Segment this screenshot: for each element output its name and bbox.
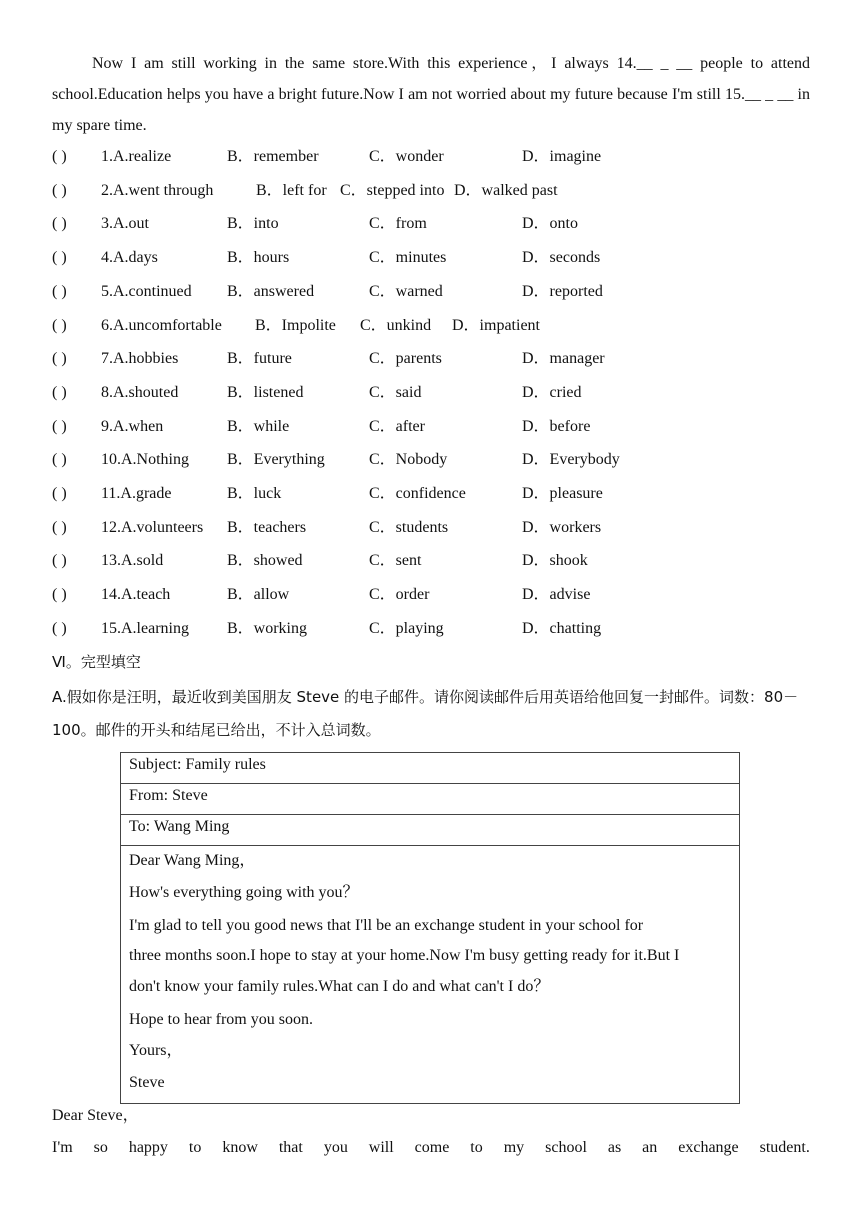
reply-word: school xyxy=(545,1139,587,1156)
option-c: C．playing xyxy=(369,620,444,637)
option-a: 1.A.realize xyxy=(101,148,172,165)
reply-word: an xyxy=(642,1139,658,1156)
email-to: To: Wang Ming xyxy=(129,818,230,835)
option-d: D．pleasure xyxy=(522,485,603,502)
option-c: C．warned xyxy=(369,283,443,300)
option-a: 3.A.out xyxy=(101,215,149,232)
option-a: 7.A.hobbies xyxy=(101,350,179,367)
option-a: 9.A.when xyxy=(101,418,164,435)
option-d: D．shook xyxy=(522,552,588,569)
option-d: D．advise xyxy=(522,586,591,603)
email-body-line: don't know your family rules.What can I do and what can't I do？ xyxy=(129,978,550,995)
option-b: B．teachers xyxy=(227,519,307,536)
answer-blank: ( ) xyxy=(52,350,67,367)
reply-word: come xyxy=(414,1139,450,1156)
option-d: D．chatting xyxy=(522,620,602,637)
email-signature: Steve xyxy=(129,1074,165,1091)
reply-word: exchange xyxy=(678,1139,739,1156)
answer-blank: ( ) xyxy=(52,384,67,401)
option-c: C．confidence xyxy=(369,485,466,502)
option-a: 14.A.teach xyxy=(101,586,171,603)
reply-word: as xyxy=(607,1139,622,1156)
email-subject-row xyxy=(121,753,739,784)
option-a: 13.A.sold xyxy=(101,552,164,569)
reply-word: you xyxy=(323,1139,348,1156)
answer-blank: ( ) xyxy=(52,519,67,536)
reply-greeting: Dear Steve， xyxy=(52,1107,139,1124)
option-b: B．while xyxy=(227,418,290,435)
option-d: D．reported xyxy=(522,283,603,300)
option-c: C．stepped into xyxy=(340,182,445,199)
answer-blank: ( ) xyxy=(52,283,67,300)
option-a: 4.A.days xyxy=(101,249,158,266)
option-d: D．imagine xyxy=(522,148,602,165)
answer-blank: ( ) xyxy=(52,148,67,165)
answer-blank: ( ) xyxy=(52,182,67,199)
option-d: D．workers xyxy=(522,519,602,536)
option-b: B．into xyxy=(227,215,279,232)
email-from-row xyxy=(121,784,739,815)
answer-blank: ( ) xyxy=(52,485,67,502)
option-c: C．sent xyxy=(369,552,422,569)
option-c: C．unkind xyxy=(360,317,432,334)
option-c: C．students xyxy=(369,519,449,536)
option-b: B．Impolite xyxy=(255,317,336,334)
answer-blank: ( ) xyxy=(52,418,67,435)
option-b: B．future xyxy=(227,350,292,367)
email-closing: Hope to hear from you soon. xyxy=(129,1011,313,1028)
email-signoff: Yours， xyxy=(129,1042,183,1059)
option-b: B．listened xyxy=(227,384,304,401)
passage-text: Now I am still working in the same store.With this experience，I always 14.__ _ __ people to attend school.Education helps you have a bright future.Now I am not worried about my future because I'm still 15.__ _ __ in my spare time. xyxy=(52,55,810,134)
email-subject: Subject: Family rules xyxy=(129,756,266,773)
option-d: D．impatient xyxy=(452,317,540,334)
option-b: B．hours xyxy=(227,249,290,266)
option-c: C．from xyxy=(369,215,427,232)
option-b: B．allow xyxy=(227,586,290,603)
email-body-line: three months soon.I hope to stay at your home.Now I'm busy getting ready for it.But I xyxy=(129,947,680,964)
reply-word: happy xyxy=(128,1139,168,1156)
passage-paragraph xyxy=(52,48,810,141)
option-a: 11.A.grade xyxy=(101,485,172,502)
reply-word: will xyxy=(368,1139,394,1156)
option-d: D．seconds xyxy=(522,249,601,266)
option-b: B．Everything xyxy=(227,451,325,468)
option-c: C．Nobody xyxy=(369,451,448,468)
option-c: C．parents xyxy=(369,350,442,367)
reply-word: I'm xyxy=(52,1139,73,1156)
email-line: How's everything going with you？ xyxy=(129,884,359,901)
answer-blank: ( ) xyxy=(52,451,67,468)
email-greeting: Dear Wang Ming， xyxy=(129,852,256,869)
option-b: B．left for xyxy=(256,182,327,199)
reply-first-line xyxy=(52,1136,810,1160)
answer-blank: ( ) xyxy=(52,317,67,334)
option-c: C．order xyxy=(369,586,430,603)
reply-word: student. xyxy=(759,1139,810,1156)
option-a: 8.A.shouted xyxy=(101,384,179,401)
option-a: 10.A.Nothing xyxy=(101,451,189,468)
option-d: D．before xyxy=(522,418,591,435)
reply-word: my xyxy=(503,1139,525,1156)
option-b: B．remember xyxy=(227,148,319,165)
email-body-line: I'm glad to tell you good news that I'll be an exchange student in your school for xyxy=(129,917,644,934)
option-a: 15.A.learning xyxy=(101,620,189,637)
option-c: C．wonder xyxy=(369,148,444,165)
email-box xyxy=(120,752,740,1104)
option-d: D．cried xyxy=(522,384,582,401)
email-to-row xyxy=(121,815,739,846)
answer-blank: ( ) xyxy=(52,215,67,232)
option-c: C．said xyxy=(369,384,422,401)
option-c: C．after xyxy=(369,418,425,435)
reply-word: to xyxy=(188,1139,202,1156)
answer-blank: ( ) xyxy=(52,620,67,637)
reply-word: to xyxy=(470,1139,483,1156)
answer-blank: ( ) xyxy=(52,586,67,603)
reply-word: know xyxy=(222,1139,258,1156)
option-a: 12.A.volunteers xyxy=(101,519,204,536)
reply-word: that xyxy=(278,1139,303,1156)
section-heading: Ⅵ。完型填空 xyxy=(52,653,141,671)
reply-word: so xyxy=(93,1139,108,1156)
option-d: D．onto xyxy=(522,215,579,232)
option-d: D．manager xyxy=(522,350,605,367)
option-c: C．minutes xyxy=(369,249,447,266)
answer-blank: ( ) xyxy=(52,552,67,569)
email-from: From: Steve xyxy=(129,787,208,804)
option-a: 5.A.continued xyxy=(101,283,192,300)
option-a: 2.A.went through xyxy=(101,182,214,199)
option-d: D．Everybody xyxy=(522,451,620,468)
option-b: B．answered xyxy=(227,283,315,300)
option-d: D．walked past xyxy=(454,182,558,199)
option-b: B．showed xyxy=(227,552,303,569)
writing-instruction: A.假如你是汪明，最近收到美国朋友 Steve 的电子邮件。请你阅读邮件后用英语给他回复一封邮件。词数：80－100。邮件的开头和结尾已给出，不计入总词数。 xyxy=(52,688,799,739)
answer-blank: ( ) xyxy=(52,249,67,266)
option-b: B．luck xyxy=(227,485,282,502)
option-b: B．working xyxy=(227,620,308,637)
option-a: 6.A.uncomfortable xyxy=(101,317,222,334)
